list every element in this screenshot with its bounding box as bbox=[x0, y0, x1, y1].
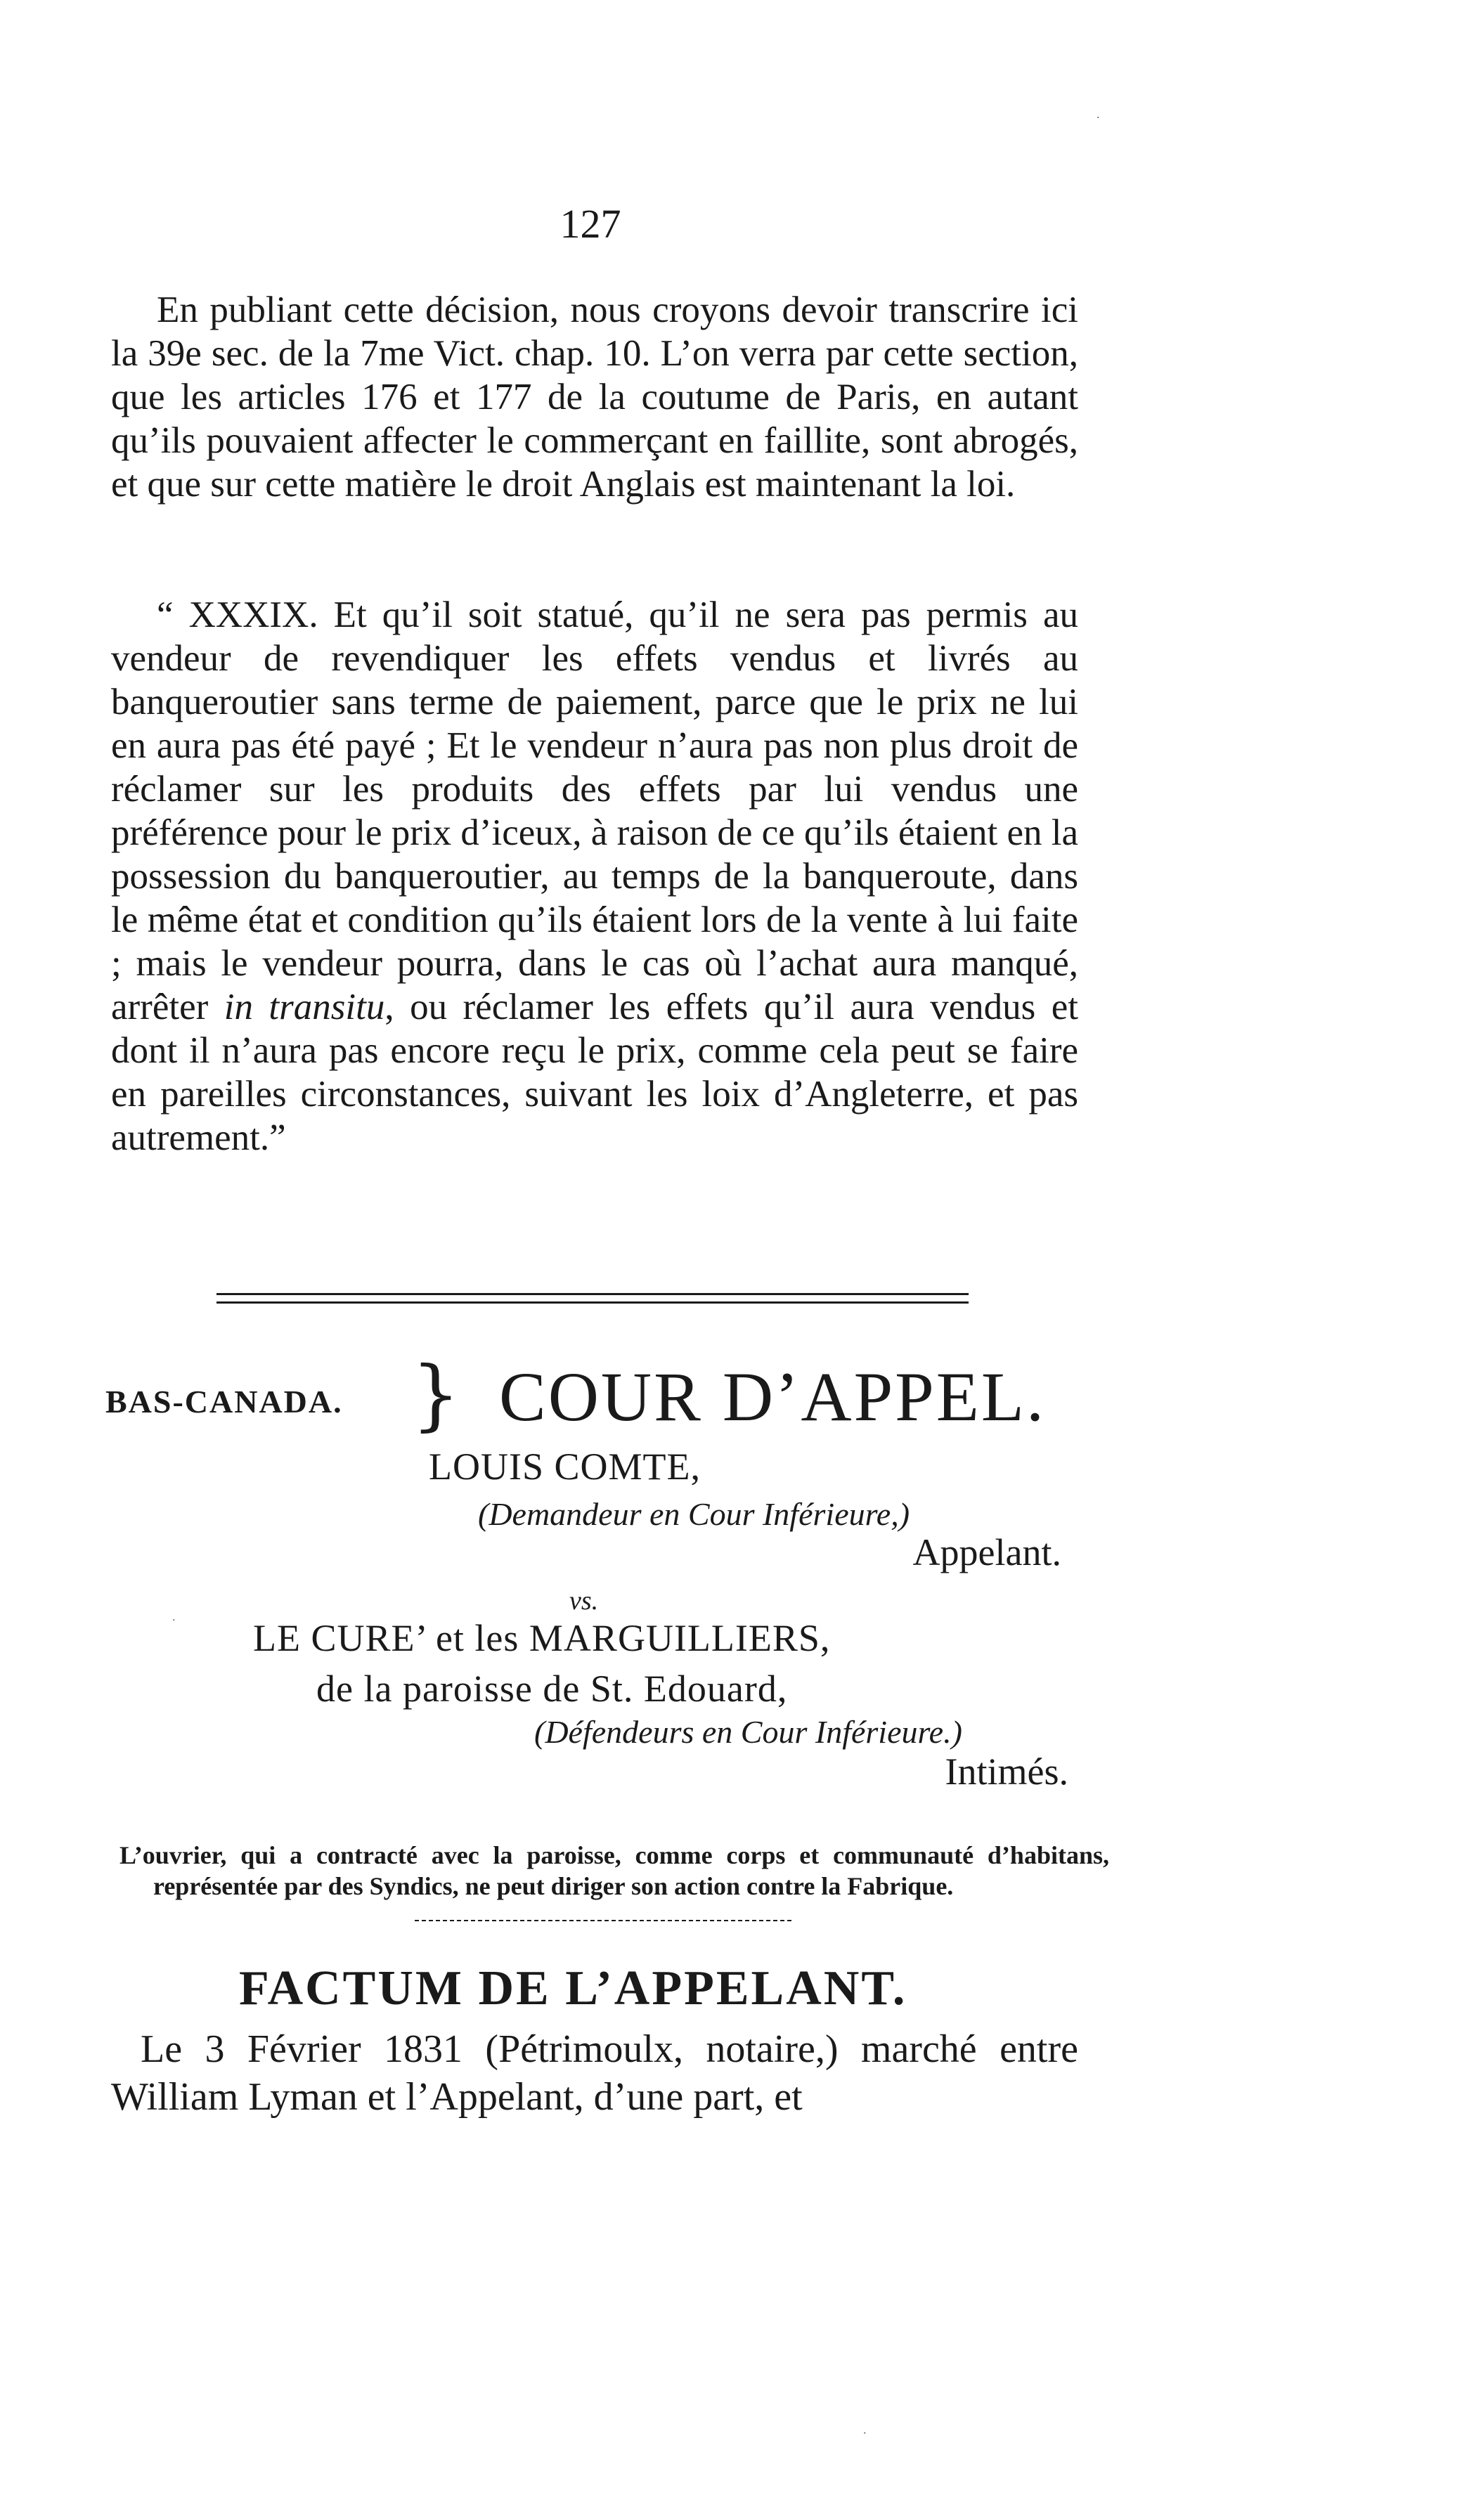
court-title: COUR D’APPEL. bbox=[499, 1358, 1046, 1436]
respondent-status: (Défendeurs en Cour Inférieure.) bbox=[534, 1714, 962, 1750]
scan-speck: · bbox=[863, 2428, 867, 2439]
paragraph-statute bbox=[111, 593, 1078, 1160]
page-number: 127 bbox=[560, 201, 621, 247]
case-summary: L’ouvrier, qui a contracté avec la paroisse, comme corps et communauté d’habitans, représentée par des Syndics, ne peut diriger son action contre la Fabrique. bbox=[119, 1841, 1109, 1900]
appellant-name: LOUIS COMTE, bbox=[429, 1446, 701, 1488]
province-label: BAS-CANADA. bbox=[105, 1384, 343, 1420]
factum-title: FACTUM DE L’APPELANT. bbox=[239, 1961, 907, 2015]
section-rule-top bbox=[216, 1293, 969, 1295]
versus-label: vs. bbox=[569, 1586, 599, 1616]
section-rule-bottom bbox=[216, 1301, 969, 1304]
appellant-role: Appelant. bbox=[912, 1531, 1061, 1573]
wavy-divider bbox=[415, 1917, 794, 1924]
scan-speck: · bbox=[172, 1615, 176, 1626]
case-heading bbox=[105, 1349, 1089, 1448]
respondent-parish: de la paroisse de St. Edouard, bbox=[316, 1668, 788, 1710]
statute-italic-term: in transitu bbox=[224, 987, 385, 1027]
scan-speck: · bbox=[1097, 112, 1100, 124]
appellant-status: (Demandeur en Cour Inférieure,) bbox=[478, 1496, 910, 1532]
respondent-name: LE CURE’ et les MARGUILLIERS, bbox=[253, 1617, 831, 1659]
paragraph-intro: En publiant cette décision, nous croyons devoir transcrire ici la 39e sec. de la 7me Vict. chap. 10. L’on verra par cette section, que les articles 176 et 177 de la coutume de Paris, en autant qu’ils pouvaient affecter le commerçant en faillite, sont abrogés, et que sur cette matière le droit Anglais est maintenant la loi. bbox=[111, 290, 1078, 505]
brace-glyph: } bbox=[411, 1349, 460, 1439]
paragraph-factum: Le 3 Février 1831 (Pétrimoulx, notaire,) marché entre William Lyman et l’Appelant, d’une part, et bbox=[111, 2027, 1078, 2119]
statute-text-after: , ou réclamer les effets qu’il aura vendus et dont il n’aura pas encore reçu le prix, comme cela peut se faire en pareilles circonstances, suivant les loix d’Angleterre, et pas autrement.” bbox=[111, 987, 1078, 1158]
respondent-role: Intimés. bbox=[945, 1751, 1068, 1793]
statute-text-before: “ XXXIX. Et qu’il soit statué, qu’il ne sera pas permis au vendeur de revendiquer les effets vendus et livrés au banqueroutier sans terme de paiement, parce que le prix ne lui en aura pas été payé ; Et le vendeur n’aura pas non plus droit de réclamer sur les produits des effets par lui vendus une préférence pour le prix d’iceux, à raison de ce qu’ils étaient en la possession du banqueroutier, au temps de la banqueroute, dans le même état et condition qu’ils étaient lors de la vente à lui faite ; mais le vendeur pourra, dans le cas où l’achat aura manqué, arrêter bbox=[111, 595, 1078, 1027]
